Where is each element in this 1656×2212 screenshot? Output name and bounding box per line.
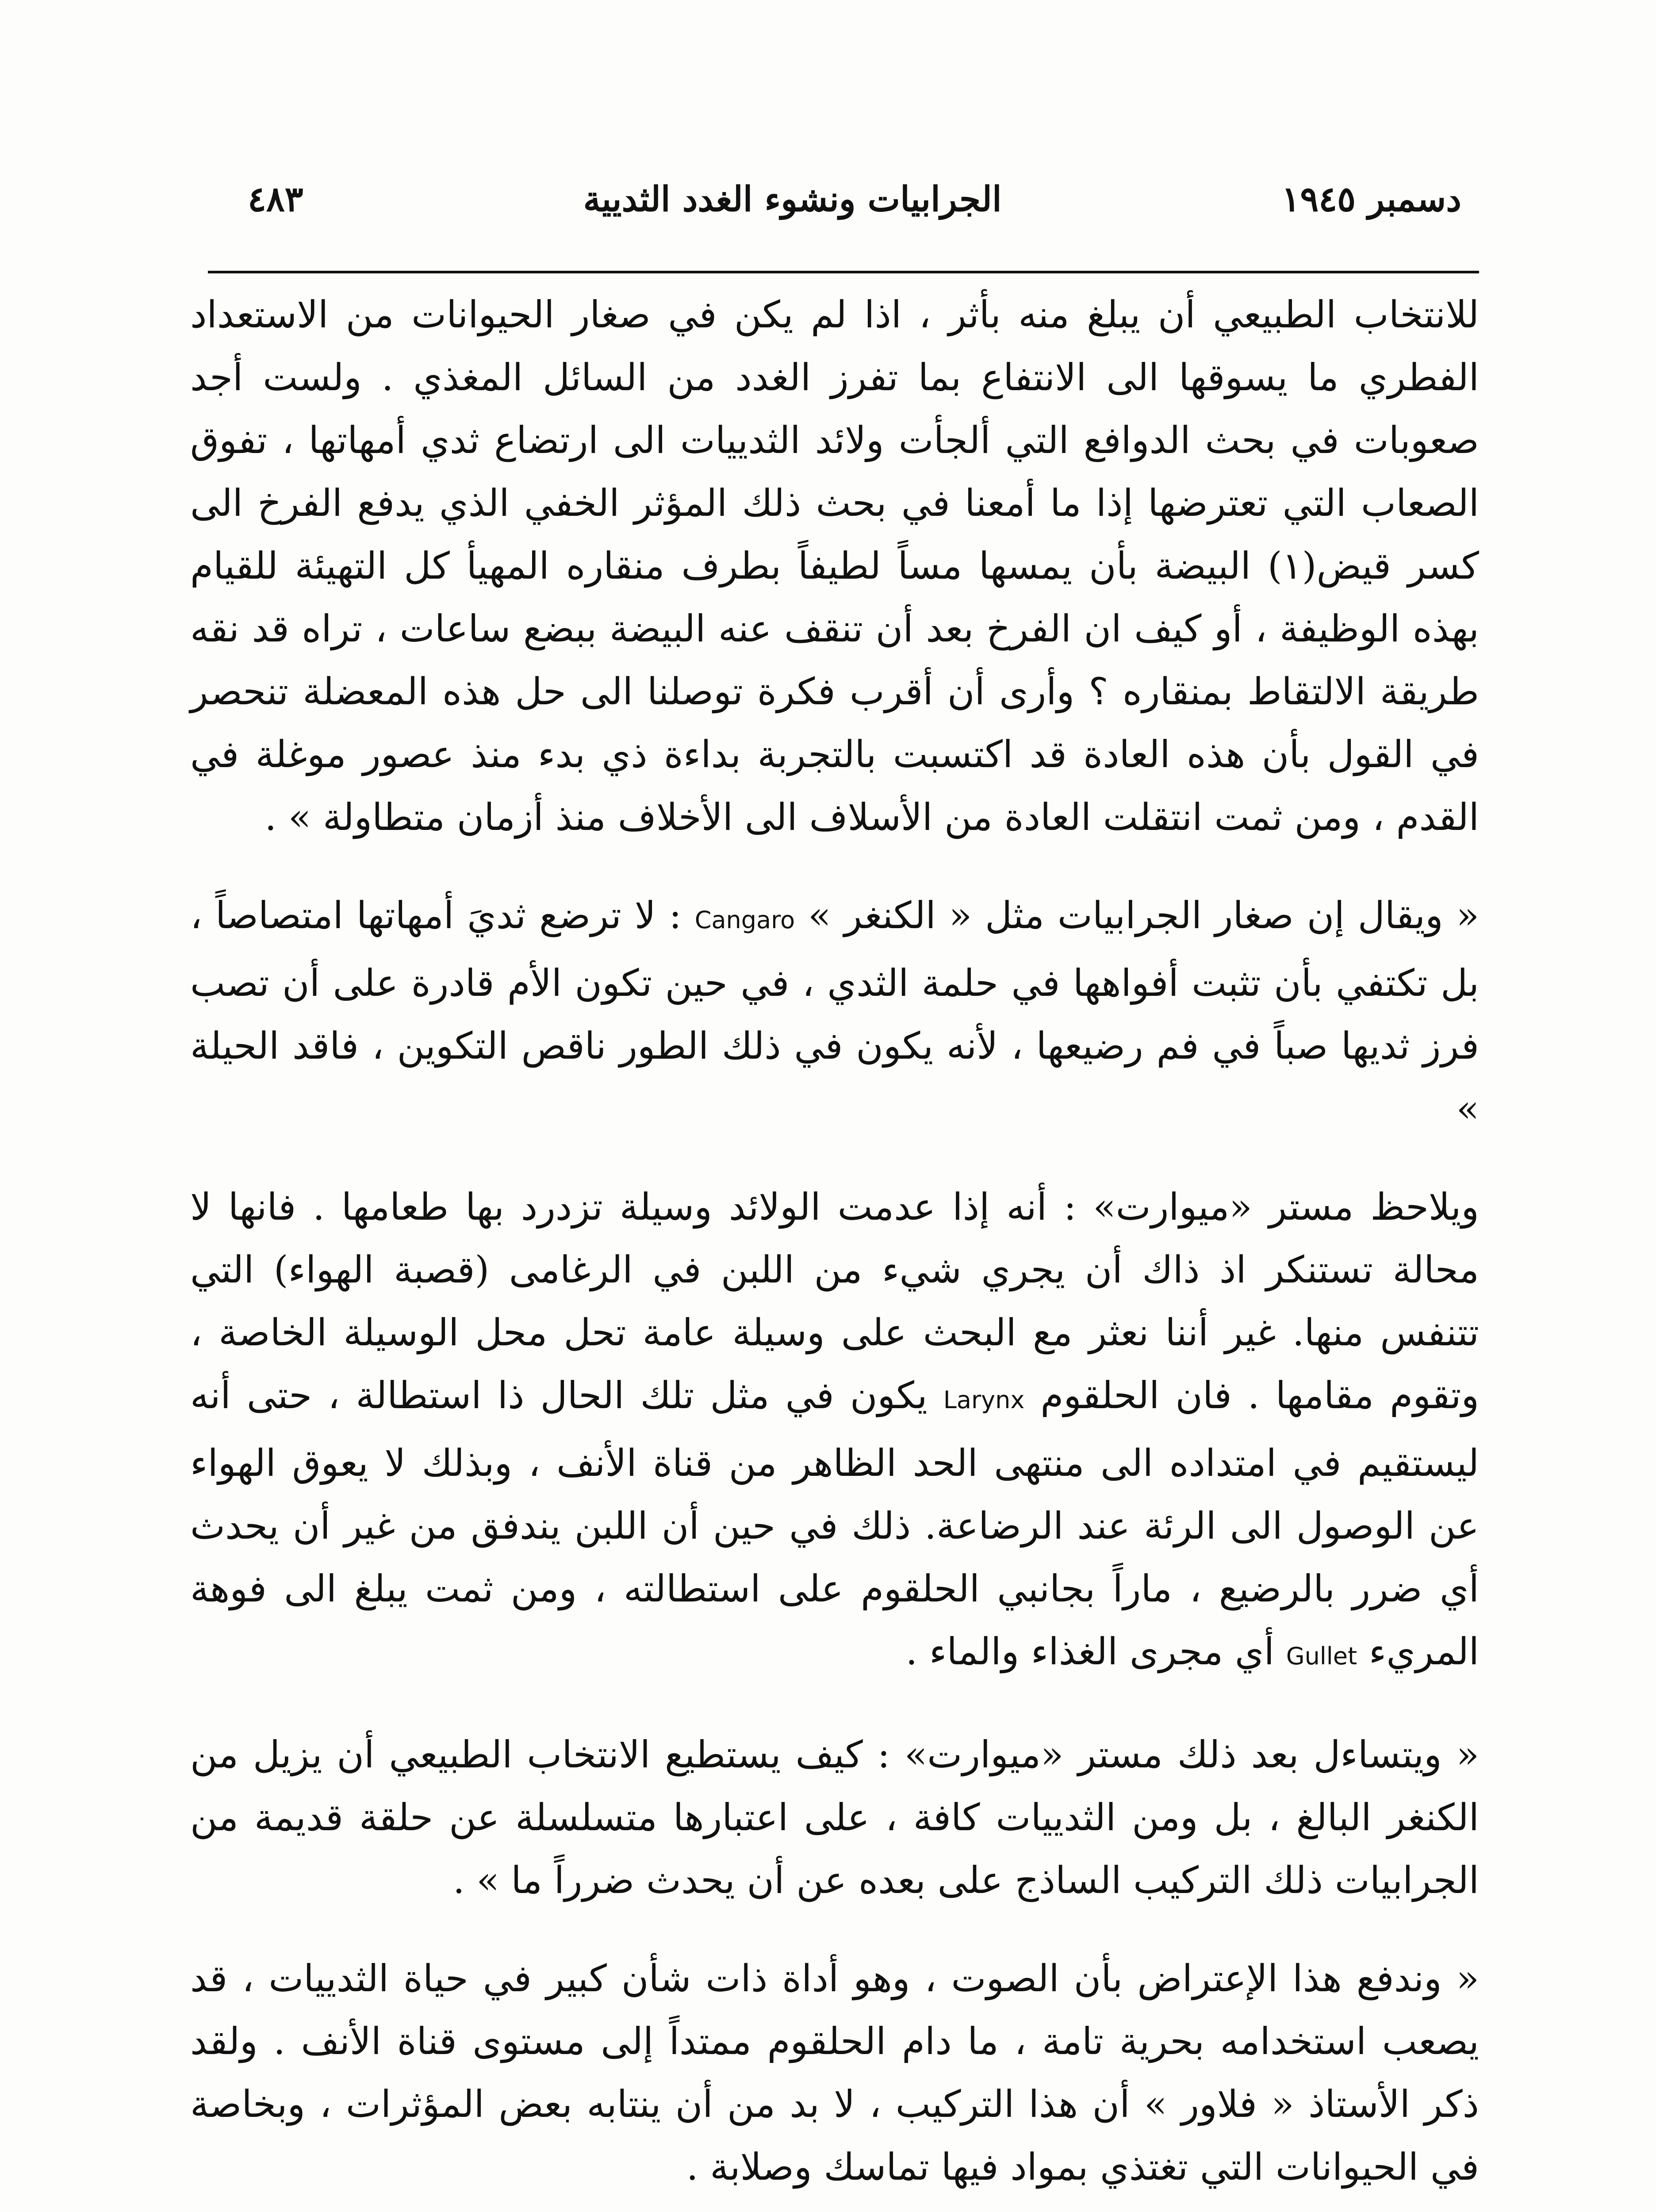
header-rule [208, 271, 1479, 273]
paragraph-3 [190, 1175, 1479, 1688]
paragraph-3-part3: أي مجرى الغذاء والماء . [905, 1630, 1275, 1673]
paragraph-2-after: : لا ترضع ثديَ أمهاتها امتصاصاً ، بل تكتفي بأن تثبت أفواهها في حلمة الثدي ، في حين تكون الأم قادرة على أن تصب فرز ثديها صباً في فم رضيعها ، لأنه يكون في ذلك الطور ناقص التكوين ، فاقد الحيلة » [190, 894, 1479, 1130]
header-date: دسمبر ١٩٤٥ [1281, 179, 1461, 219]
paragraph-3-part2: يكون في مثل تلك الحال ذا استطالة ، حتى أنه ليستقيم في امتداده الى منتهى الحد الظاهر من قناة الأنف ، وبذلك لا يعوق الهواء عن الوصول الى الرئة عند الرضاعة. ذلك في حين أن اللبن يندفق من غير أن يحدث أي ضرر بالرضيع ، ماراً بجانبي الحلقوم على استطالته ، ومن ثمت يبلغ الى فوهة المريء [190, 1374, 1479, 1673]
paragraph-2-before: « ويقال إن صغار الجرابيات مثل « الكنغر » [808, 894, 1480, 937]
page-number: ٤٨٣ [248, 179, 303, 219]
header-title: الجرابيات ونشوء الغدد الثديية [583, 179, 1002, 219]
paragraph-1: للانتخاب الطبيعي أن يبلغ منه بأثر ، اذا لم يكن في صغار الحيوانات من الاستعداد الفطري ما يسوقها الى الانتفاع بما تفرز الغدد من السائل المغذي . ولست أجد صعوبات في بحث الدوافع التي ألجأت ولائد الثدييات الى ارتضاع ثدي أمهاتها ، تفوق الصعاب التي تعترضها إذا ما أمعنا في بحث ذلك المؤثر الخفي الذي يدفع الفرخ الى كسر قيض(١) البيضة بأن يمسها مساً لطيفاً بطرف منقاره المهيأ كل التهيئة للقيام بهذه الوظيفة ، أو كيف ان الفرخ بعد أن تنقف عنه البيضة ببضع ساعات ، تراه قد نقه طريقة الالتقاط بمنقاره ؟ وأرى أن أقرب فكرة توصلنا الى حل هذه المعضلة تنحصر في القول بأن هذه العادة قد اكتسبت بالتجربة بداءة ذي بدء منذ عصور موغلة في القدم ، ومن ثمت انتقلت العادة من الأسلاف الى الأخلاف منذ أزمان متطاولة » . [190, 293, 1480, 839]
latin-term-gullet: Gullet [1286, 1642, 1357, 1670]
latin-term-cangaro: Cangaro [694, 906, 795, 934]
paragraph-4: « ويتساءل بعد ذلك مستر «ميوارت» : كيف يستطيع الانتخاب الطبيعي أن يزيل من الكنغر البالغ ، بل ومن الثدييات كافة ، على اعتبارها متسلسلة عن حلقة قديمة من الجرابيات ذلك التركيب الساذج على بعده عن أن يحدث ضرراً ما » . [190, 1733, 1479, 1902]
paragraph-2 [190, 884, 1479, 1140]
body-text [190, 283, 1479, 2198]
paragraph-5: « وندفع هذا الإعتراض بأن الصوت ، وهو أداة ذات شأن كبير في حياة الثدييات ، قد يصعب استخدامه بحرية تامة ، ما دام الحلقوم ممتداً إلى مستوى قناة الأنف . ولقد ذكر الأستاذ « فلاور » أن هذا التركيب ، لا بد من أن ينتابه بعض المؤثرات ، وبخاصة في الحيوانات التي تغتذي بمواد فيها تماسك وصلابة . [190, 1957, 1479, 2189]
running-header [248, 168, 1461, 230]
latin-term-larynx: Larynx [943, 1386, 1025, 1414]
paragraph-3-part1: ويلاحظ مستر «ميوارت» : أنه إذا عدمت الولائد وسيلة تزدرد بها طعامها . فانها لا محالة تستنكر اذ ذاك أن يجري شيء من اللبن في الرغامى (قصبة الهواء) التي تتنفس منها. غير أننا نعثر مع البحث على وسيلة عامة تحل محل الوسيلة الخاصة ، وتقوم مقامها . فان الحلقوم [190, 1185, 1480, 1417]
